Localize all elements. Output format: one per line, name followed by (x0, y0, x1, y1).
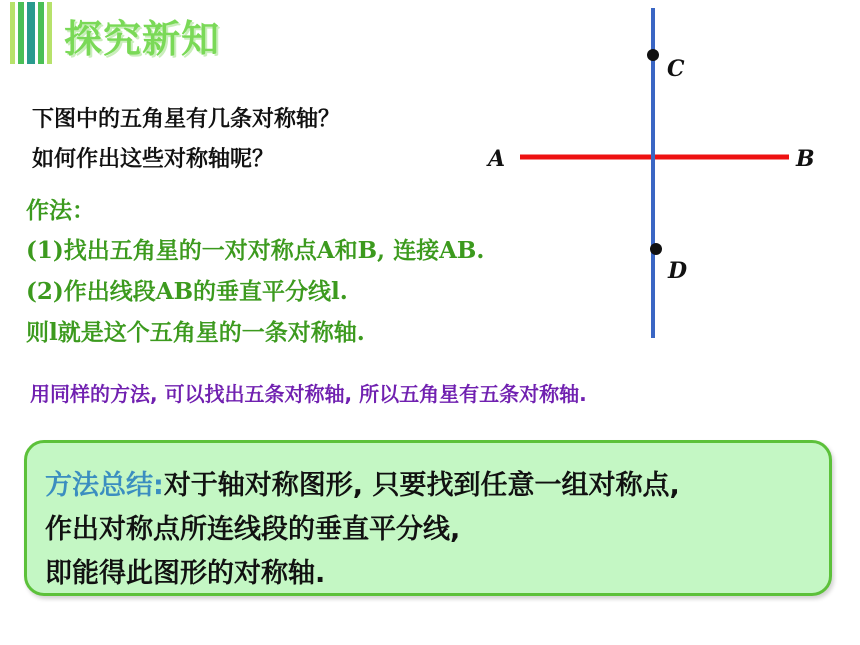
question-line-2: 如何作出这些对称轴呢？ (32, 147, 275, 172)
summary-line-2: 作出对称点所连线段的垂直平分线, (45, 514, 461, 545)
point-c (647, 49, 659, 61)
label-d: D (668, 258, 688, 284)
point-d (650, 243, 662, 255)
method-step-3: 则l就是这个五角星的一条对称轴. (26, 319, 365, 346)
method-step-1: (1)找出五角星的一对对称点A和B, 连接AB. (26, 237, 485, 264)
summary-line-3: 即能得此图形的对称轴. (45, 558, 326, 589)
summary-label: 方法总结: (45, 470, 164, 501)
conclusion-text: 用同样的方法, 可以找出五条对称轴, 所以五角星有五条对称轴. (30, 382, 587, 406)
page-title: 探究新知 (64, 17, 221, 61)
summary-text-1: 对于轴对称图形, 只要找到任意一组对称点, (163, 470, 680, 501)
question-line-1: 下图中的五角星有几条对称轴？ (32, 107, 341, 132)
method-heading: 作法： (26, 197, 95, 224)
label-c: C (667, 56, 685, 82)
label-a: A (488, 146, 506, 172)
method-step-2: (2)作出线段AB的垂直平分线l. (26, 278, 348, 305)
label-b: B (796, 146, 815, 172)
